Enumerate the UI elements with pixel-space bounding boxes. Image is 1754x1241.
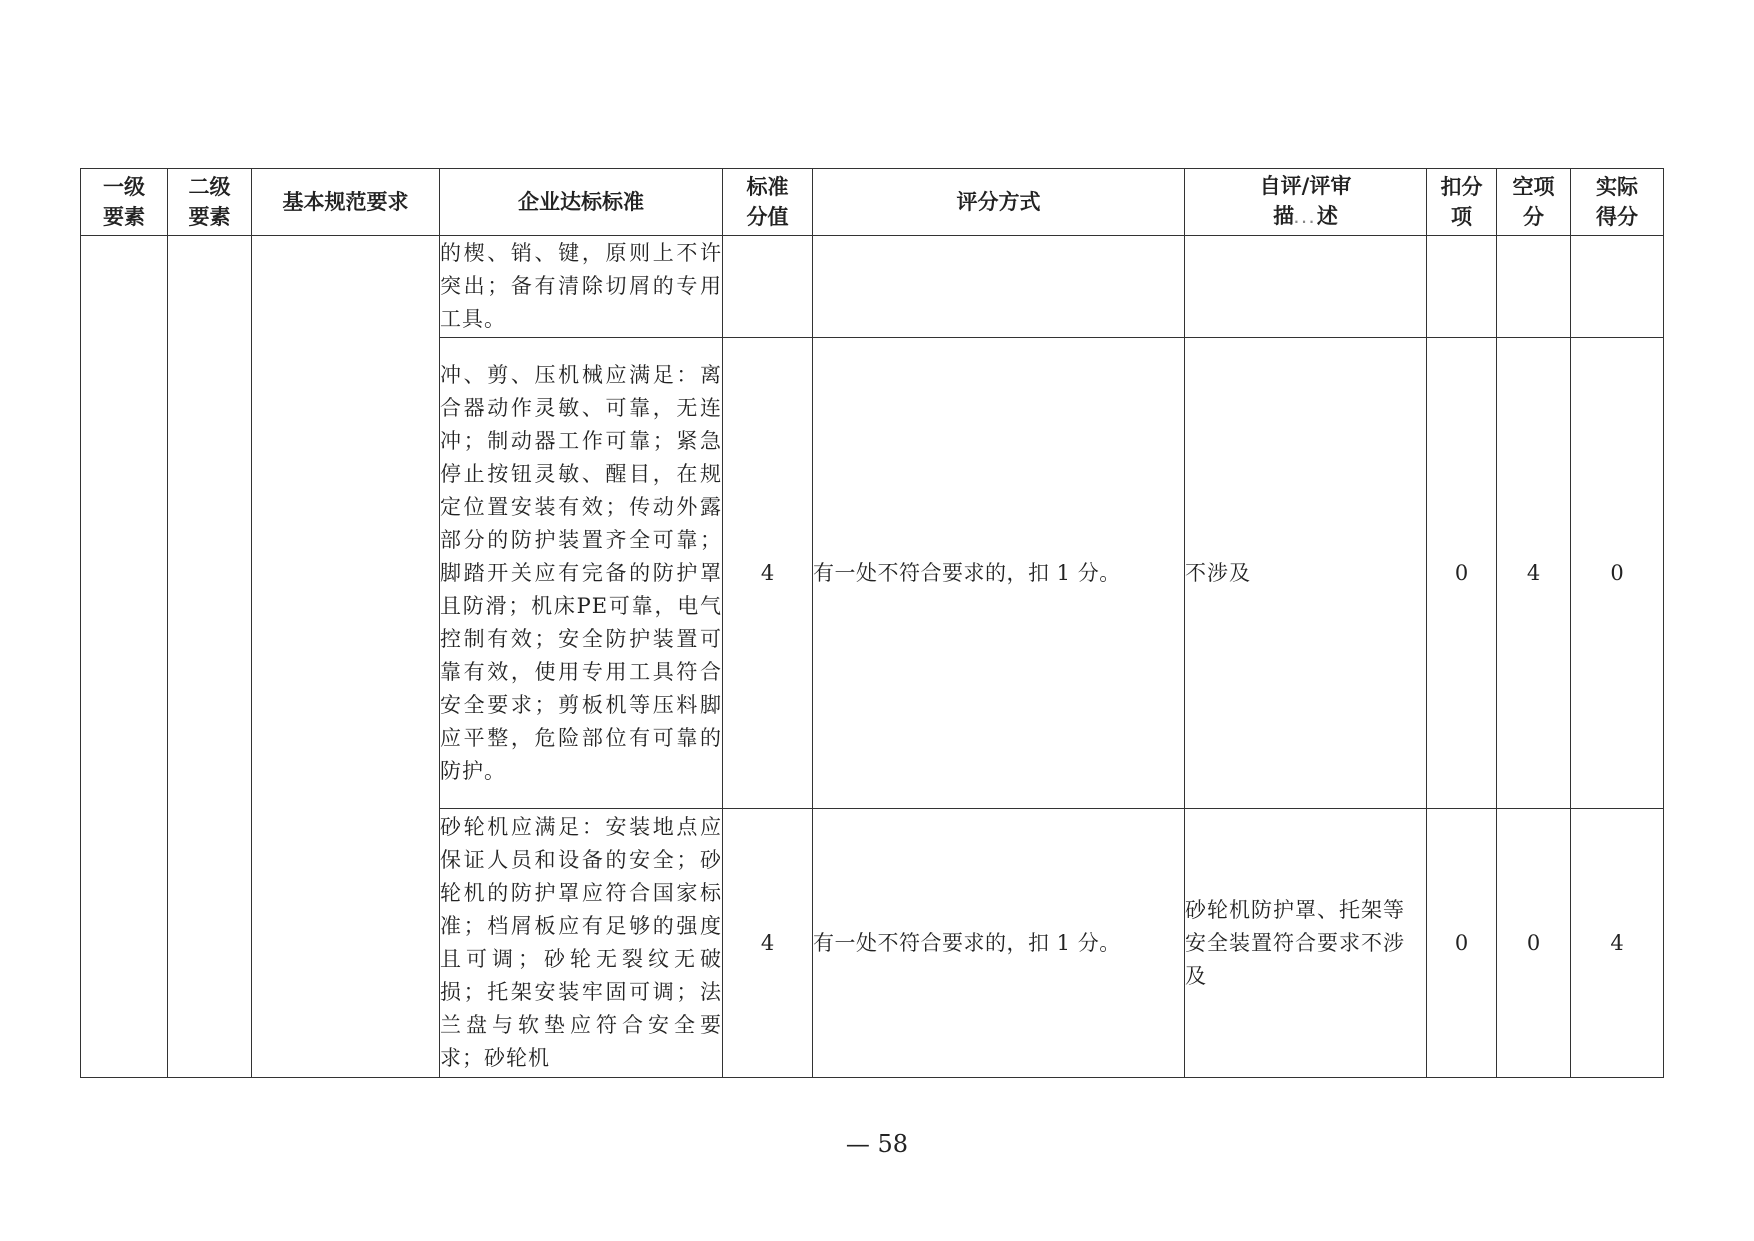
header-deduct-line1: 扣分 <box>1440 175 1483 199</box>
cell-empty: 4 <box>1497 338 1571 809</box>
cell-actual <box>1571 236 1664 338</box>
header-level2-line1: 二级 <box>188 175 231 199</box>
header-deduct-line2: 项 <box>1451 205 1472 229</box>
header-actual-line2: 得分 <box>1596 205 1638 229</box>
header-standard: 企业达标标准 <box>440 169 723 236</box>
table-row <box>81 236 1664 338</box>
cell-level1 <box>81 236 168 1078</box>
header-empty <box>1497 169 1571 236</box>
cell-method <box>813 236 1185 338</box>
header-method: 评分方式 <box>813 169 1185 236</box>
cell-description: 砂轮机防护罩、托架等安全装置符合要求不涉及 <box>1185 809 1427 1078</box>
header-actual <box>1571 169 1664 236</box>
cell-description <box>1185 236 1427 338</box>
header-level1 <box>81 169 168 236</box>
cell-empty <box>1497 236 1571 338</box>
header-deduct <box>1427 169 1497 236</box>
cell-description: 不涉及 <box>1185 338 1427 809</box>
cell-method: 有一处不符合要求的，扣 1 分。 <box>813 809 1185 1078</box>
page-number: — 58 <box>845 1130 909 1158</box>
cell-deduct: 0 <box>1427 809 1497 1078</box>
cell-empty: 0 <box>1497 809 1571 1078</box>
header-score <box>723 169 813 236</box>
cell-actual: 4 <box>1571 809 1664 1078</box>
header-level2-line2: 要素 <box>188 205 231 229</box>
cell-score: 4 <box>723 338 813 809</box>
cell-standard: 砂轮机应满足：安装地点应保证人员和设备的安全；砂轮机的防护罩应符合国家标准；档屑板应有足够的强度且可调；砂轮无裂纹无破损；托架安装牢固可调；法兰盘与软垫应符合安全要求；砂轮机 <box>440 809 723 1078</box>
cell-standard: 的楔、销、键，原则上不许突出；备有清除切屑的专用工具。 <box>440 236 723 338</box>
cell-method: 有一处不符合要求的，扣 1 分。 <box>813 338 1185 809</box>
header-level1-line1: 一级 <box>103 175 145 199</box>
header-description-part-b: 述 <box>1316 203 1338 228</box>
header-description <box>1185 169 1427 236</box>
header-description-part-a: 描 <box>1273 203 1295 228</box>
header-score-line1: 标准 <box>746 175 789 199</box>
header-description-line2 <box>1185 201 1426 234</box>
cell-deduct: 0 <box>1427 338 1497 809</box>
header-empty-line1: 空项 <box>1512 175 1555 199</box>
cell-deduct <box>1427 236 1497 338</box>
header-score-line2: 分值 <box>746 205 789 229</box>
header-basic-requirement: 基本规范要求 <box>252 169 440 236</box>
header-description-dots: ... <box>1294 211 1317 226</box>
header-empty-line2: 分 <box>1523 205 1544 229</box>
header-level1-line2: 要素 <box>103 205 145 229</box>
header-description-line1: 自评/评审 <box>1259 173 1352 198</box>
cell-score: 4 <box>723 809 813 1078</box>
cell-score <box>723 236 813 338</box>
evaluation-table <box>80 168 1664 1078</box>
cell-actual: 0 <box>1571 338 1664 809</box>
header-row <box>81 169 1664 236</box>
cell-basic-requirement <box>252 236 440 1078</box>
cell-level2 <box>168 236 252 1078</box>
header-level2 <box>168 169 252 236</box>
cell-standard: 冲、剪、压机械应满足：离合器动作灵敏、可靠，无连冲；制动器工作可靠；紧急停止按钮灵敏、醒目，在规定位置安装有效；传动外露部分的防护装置齐全可靠；脚踏开关应有完备的防护罩且防滑；机床PE可靠，电气控制有效；安全防护装置可靠有效，使用专用工具符合安全要求；剪板机等压料脚应平整，危险部位有可靠的防护。 <box>440 338 723 809</box>
header-actual-line1: 实际 <box>1596 175 1638 199</box>
